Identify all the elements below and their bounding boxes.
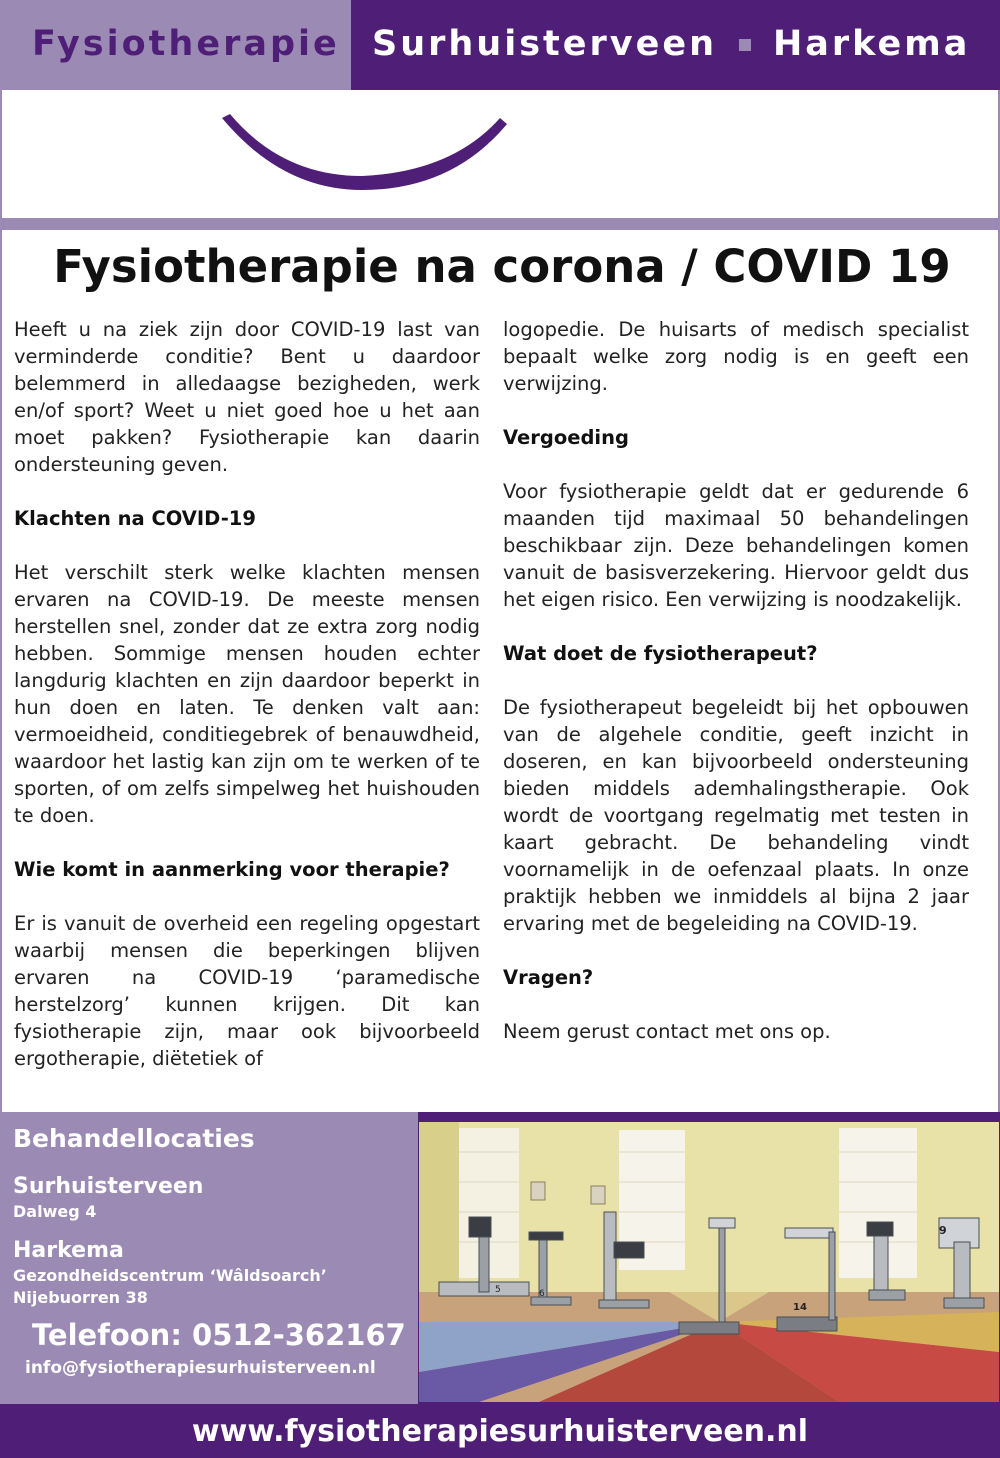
locations-heading: Behandellocaties <box>13 1124 255 1153</box>
heading-wie: Wie komt in aanmerking voor therapie? <box>14 858 450 881</box>
machine-number-9: 9 <box>939 1224 947 1237</box>
article-column-left <box>14 316 480 1072</box>
website-bar <box>0 1404 1000 1458</box>
paragraph-vragen: Neem gerust contact met ons op. <box>503 1020 831 1043</box>
website-link[interactable]: www.fysiotherapiesurhuisterveen.nl <box>191 1414 809 1449</box>
location-harkema-name: Harkema <box>13 1238 124 1263</box>
logo-area <box>0 90 1000 218</box>
divider-bar <box>0 218 1000 230</box>
paragraph-wie: Er is vanuit de overheid een regeling opgestart waarbij mensen die beperkingen blijven ervaren na COVID-19 ‘paramedische herstelzorg’ kunnen krijgen. Dit kan fysiotherapie zijn, maar ook bijvoorbeeld ergotherapie, diëtetiek of <box>14 912 480 1070</box>
location-harkema-address: Nijebuorren 38 <box>13 1288 148 1307</box>
gym-illustration <box>419 1122 999 1402</box>
page-header <box>0 0 1000 90</box>
intro-paragraph: Heeft u na ziek zijn door COVID-19 last van verminderde conditie? Bent u daardoor belemmerd in alledaagse bezigheden, werk en/of sport? Weet u niet goed hoe u het aan moet pakken? Fysiotherapie kan daarin ondersteuning geven. <box>14 318 480 476</box>
machine-number-6: 6 <box>539 1289 545 1299</box>
heading-klachten: Klachten na COVID-19 <box>14 507 256 530</box>
email-link[interactable]: info@fysiotherapiesurhuisterveen.nl <box>25 1358 376 1378</box>
location-title-harkema: Harkema <box>773 24 971 64</box>
gym-photo <box>419 1122 999 1402</box>
location-title-surhuisterveen: Surhuisterveen <box>372 24 717 64</box>
smile-arc-icon <box>212 110 522 200</box>
phone-number[interactable]: Telefoon: 0512-362167 <box>32 1318 406 1352</box>
heading-vragen: Vragen? <box>503 966 594 989</box>
paragraph-klachten: Het verschilt sterk welke klachten mensen ervaren na COVID-19. De meeste mensen herstellen snel, zonder dat ze extra zorg nodig hebben. Sommige mensen houden echter langdurig klachten en zijn daardoor beperkt in hun doen en laten. Te denken valt aan: vermoeidheid, conditiegebrek of benauwdheid, waardoor het lastig kan zijn om te werken of te sporten, of om zelfs simpelweg het huishouden te doen. <box>14 561 480 827</box>
brand-title: Fysiotherapie <box>32 24 340 64</box>
locations-title <box>372 24 970 64</box>
contact-box <box>0 1112 418 1404</box>
machine-number-5: 5 <box>495 1285 501 1295</box>
photo-frame <box>418 1112 1000 1404</box>
article-column-right <box>503 316 969 1045</box>
paragraph-wat: De fysiotherapeut begeleidt bij het opbouwen van de algehele conditie, geeft inzicht in doseren, en kan bijvoorbeeld ondersteuning bieden middels ademhalingstherapie. Ook wordt de voortgang regelmatig met testen in kaart gebracht. De behandeling vindt voornamelijk in de oefenzaal plaats. In onze praktijk hebben we inmiddels al bijna 2 jaar ervaring met de begeleiding na COVID-19. <box>503 696 969 935</box>
square-bullet-icon <box>739 39 751 51</box>
heading-vergoeding: Vergoeding <box>503 426 629 449</box>
article-title: Fysiotherapie na corona / COVID 19 <box>53 240 951 293</box>
paragraph-continued: logopedie. De huisarts of medisch specialist bepaalt welke zorg nodig is en geeft een verwijzing. <box>503 318 969 395</box>
article <box>0 230 1000 1112</box>
heading-wat: Wat doet de fysiotherapeut? <box>503 642 818 665</box>
location-surhuisterveen-name: Surhuisterveen <box>13 1174 204 1199</box>
paragraph-vergoeding: Voor fysiotherapie geldt dat er gedurende 6 maanden tijd maximaal 50 behandelingen beschikbaar zijn. Deze behandelingen komen vanuit de basisverzekering. Hiervoor geldt dus het eigen risico. Een verwijzing is noodzakelijk. <box>503 480 969 611</box>
location-surhuisterveen-address: Dalweg 4 <box>13 1202 97 1221</box>
machine-number-14: 14 <box>793 1302 807 1313</box>
location-harkema-center: Gezondheidscentrum ‘Wâldsoarch’ <box>13 1266 327 1285</box>
